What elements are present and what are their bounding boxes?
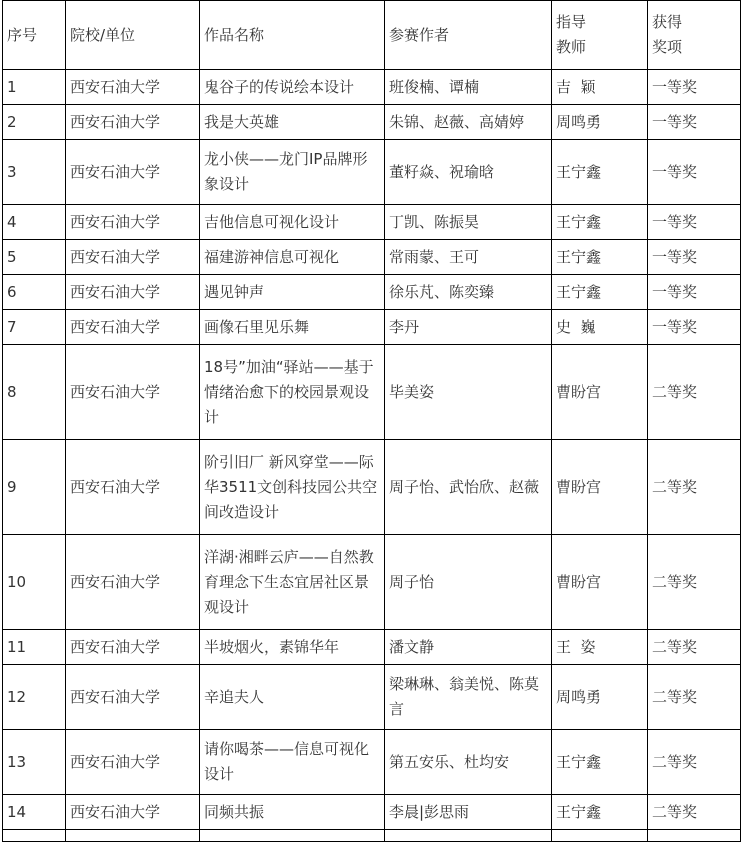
table-row xyxy=(3,205,741,240)
cell-award: 一等奖 xyxy=(648,140,741,205)
cell-school: 西安石油大学 xyxy=(66,345,200,440)
cell-empty xyxy=(648,830,741,842)
cell-school: 西安石油大学 xyxy=(66,205,200,240)
table-row xyxy=(3,535,741,630)
cell-advisor: 吉 颖 xyxy=(552,70,648,105)
cell-authors: 李丹 xyxy=(385,310,552,345)
cell-award: 二等奖 xyxy=(648,630,741,665)
cell-award: 一等奖 xyxy=(648,105,741,140)
cell-title: 18号”加油“驿站——基于情绪治愈下的校园景观设计 xyxy=(200,345,385,440)
cell-school: 西安石油大学 xyxy=(66,535,200,630)
awards-table xyxy=(2,0,741,842)
cell-no: 13 xyxy=(3,730,66,795)
cell-title: 同频共振 xyxy=(200,795,385,830)
cell-empty xyxy=(385,830,552,842)
cell-award: 二等奖 xyxy=(648,535,741,630)
cell-school: 西安石油大学 xyxy=(66,730,200,795)
table-row xyxy=(3,665,741,730)
cell-no: 8 xyxy=(3,345,66,440)
cell-advisor: 曹盼宫 xyxy=(552,535,648,630)
table-row xyxy=(3,105,741,140)
cell-award: 一等奖 xyxy=(648,310,741,345)
cell-authors: 董籽焱、祝瑜晗 xyxy=(385,140,552,205)
cell-award: 一等奖 xyxy=(648,240,741,275)
cell-school: 西安石油大学 xyxy=(66,310,200,345)
cell-no: 4 xyxy=(3,205,66,240)
cell-school: 西安石油大学 xyxy=(66,795,200,830)
cell-title: 辛追夫人 xyxy=(200,665,385,730)
cell-school: 西安石油大学 xyxy=(66,630,200,665)
table-row xyxy=(3,440,741,535)
cell-advisor: 史 巍 xyxy=(552,310,648,345)
cell-title: 遇见钟声 xyxy=(200,275,385,310)
table-row xyxy=(3,630,741,665)
cell-advisor: 曹盼宫 xyxy=(552,440,648,535)
cell-advisor: 王宁鑫 xyxy=(552,140,648,205)
table-row xyxy=(3,730,741,795)
table-row xyxy=(3,795,741,830)
table-row-cut-off xyxy=(3,830,741,842)
cell-authors: 丁凯、陈振昊 xyxy=(385,205,552,240)
cell-award: 二等奖 xyxy=(648,730,741,795)
table-row xyxy=(3,140,741,205)
cell-authors: 毕美姿 xyxy=(385,345,552,440)
header-title: 作品名称 xyxy=(200,1,385,70)
table-row xyxy=(3,70,741,105)
cell-no: 1 xyxy=(3,70,66,105)
cell-school: 西安石油大学 xyxy=(66,140,200,205)
cell-award: 二等奖 xyxy=(648,795,741,830)
cell-advisor: 王宁鑫 xyxy=(552,730,648,795)
cell-award: 一等奖 xyxy=(648,70,741,105)
cell-empty xyxy=(3,830,66,842)
table-row xyxy=(3,240,741,275)
cell-title: 龙小侠——龙门IP品牌形象设计 xyxy=(200,140,385,205)
cell-school: 西安石油大学 xyxy=(66,105,200,140)
header-authors: 参赛作者 xyxy=(385,1,552,70)
cell-advisor: 周鸣勇 xyxy=(552,665,648,730)
cell-no: 3 xyxy=(3,140,66,205)
cell-school: 西安石油大学 xyxy=(66,275,200,310)
cell-empty xyxy=(66,830,200,842)
cell-authors: 班俊楠、谭楠 xyxy=(385,70,552,105)
cell-empty xyxy=(552,830,648,842)
cell-advisor: 王 姿 xyxy=(552,630,648,665)
cell-advisor: 周鸣勇 xyxy=(552,105,648,140)
header-award: 获得 奖项 xyxy=(648,1,741,70)
cell-award: 一等奖 xyxy=(648,275,741,310)
header-school: 院校/单位 xyxy=(66,1,200,70)
cell-authors: 梁琳琳、翁美悦、陈莫言 xyxy=(385,665,552,730)
cell-advisor: 王宁鑫 xyxy=(552,795,648,830)
cell-school: 西安石油大学 xyxy=(66,665,200,730)
cell-school: 西安石油大学 xyxy=(66,70,200,105)
cell-title: 福建游神信息可视化 xyxy=(200,240,385,275)
cell-title: 我是大英雄 xyxy=(200,105,385,140)
cell-award: 二等奖 xyxy=(648,665,741,730)
cell-authors: 第五安乐、杜均安 xyxy=(385,730,552,795)
cell-empty xyxy=(200,830,385,842)
cell-advisor: 王宁鑫 xyxy=(552,205,648,240)
cell-no: 7 xyxy=(3,310,66,345)
cell-authors: 李晨|彭思雨 xyxy=(385,795,552,830)
cell-award: 一等奖 xyxy=(648,205,741,240)
cell-authors: 周子怡、武怡欣、赵薇 xyxy=(385,440,552,535)
table-row xyxy=(3,345,741,440)
cell-title: 画像石里见乐舞 xyxy=(200,310,385,345)
cell-title: 请你喝茶——信息可视化设计 xyxy=(200,730,385,795)
cell-advisor: 曹盼宫 xyxy=(552,345,648,440)
cell-title: 鬼谷子的传说绘本设计 xyxy=(200,70,385,105)
cell-school: 西安石油大学 xyxy=(66,240,200,275)
cell-no: 14 xyxy=(3,795,66,830)
cell-no: 6 xyxy=(3,275,66,310)
cell-title: 吉他信息可视化设计 xyxy=(200,205,385,240)
header-advisor: 指导 教师 xyxy=(552,1,648,70)
cell-no: 2 xyxy=(3,105,66,140)
table-row xyxy=(3,275,741,310)
cell-no: 5 xyxy=(3,240,66,275)
cell-title: 阶引旧厂 新风穿堂——际华3511文创科技园公共空间改造设计 xyxy=(200,440,385,535)
cell-authors: 朱锦、赵薇、高婧婷 xyxy=(385,105,552,140)
header-row xyxy=(3,1,741,70)
cell-no: 10 xyxy=(3,535,66,630)
cell-advisor: 王宁鑫 xyxy=(552,275,648,310)
cell-authors: 潘文静 xyxy=(385,630,552,665)
cell-no: 11 xyxy=(3,630,66,665)
cell-authors: 常雨蒙、王可 xyxy=(385,240,552,275)
cell-authors: 徐乐芃、陈奕臻 xyxy=(385,275,552,310)
cell-authors: 周子怡 xyxy=(385,535,552,630)
cell-no: 12 xyxy=(3,665,66,730)
cell-award: 二等奖 xyxy=(648,345,741,440)
cell-school: 西安石油大学 xyxy=(66,440,200,535)
cell-title: 洋湖·湘畔云庐——自然教育理念下生态宜居社区景观设计 xyxy=(200,535,385,630)
header-no: 序号 xyxy=(3,1,66,70)
cell-no: 9 xyxy=(3,440,66,535)
cell-advisor: 王宁鑫 xyxy=(552,240,648,275)
cell-title: 半坡烟火，素锦华年 xyxy=(200,630,385,665)
table-row xyxy=(3,310,741,345)
cell-award: 二等奖 xyxy=(648,440,741,535)
